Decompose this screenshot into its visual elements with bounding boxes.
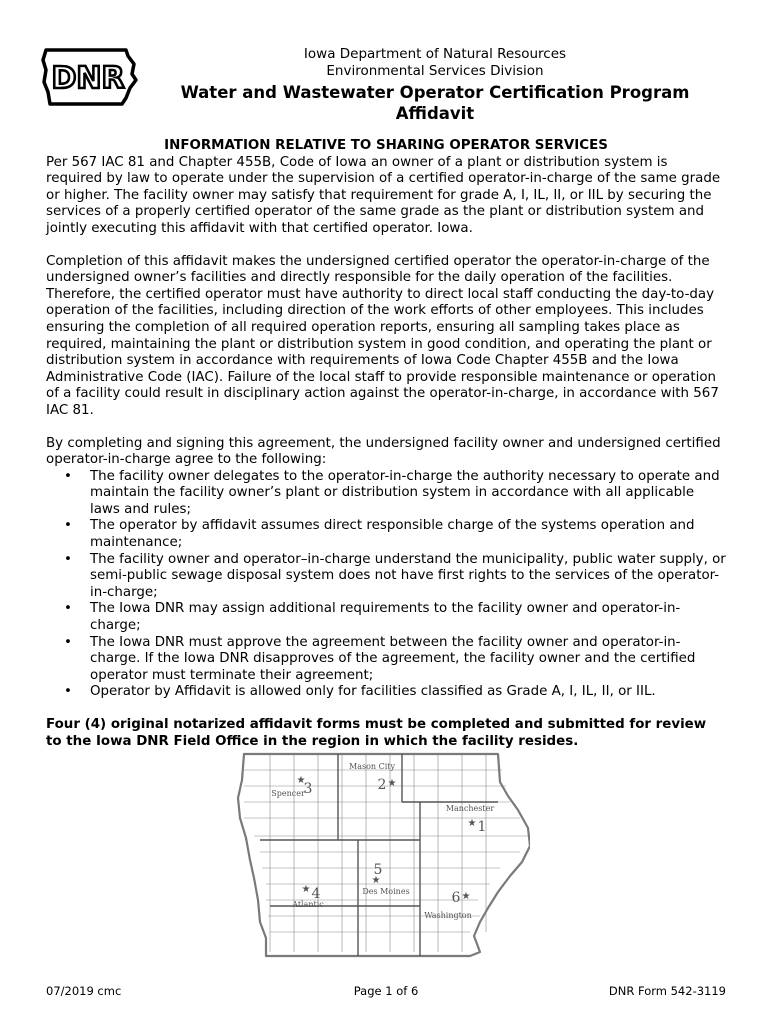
paragraph-agreement-intro: By completing and signing this agreement, the undersigned facility owner and undersigned certified operator-in-charge agree to the following: (46, 435, 721, 468)
revision-date: 07/2019 cmc (46, 984, 122, 998)
bullet-icon: • (64, 684, 72, 700)
paragraph-responsibility: Completion of this affidavit makes the undersigned certified operator the operator-in-charge of the undersigned owner’s facilities and directly responsible for the daily operation of the facilities. Therefore, the certified operator must have authority to direct local staff conducting the day-to-day operation of the facilities, including direction of the work efforts of other employees. This includes ensuring the completion of all required operation reports, ensuring all sampling takes place as required, maintaining the plant or distribution system in good condition, and operating the plant or distribution system in accordance with requirements of Iowa Code Chapter 455B and the Iowa Administrative Code (IAC). Failure of the local staff to provide responsible maintenance or operation of a facility could result in disciplinary action against the operator-in-charge, in accordance with 567 IAC 81. (46, 253, 719, 418)
region-5-star-icon: ★ (371, 875, 381, 886)
paragraph-requirement: Per 567 IAC 81 and Chapter 455B, Code of Iowa an owner of a plant or distribution system is required by law to operate under the supervision of a certified operator-in-charge of the same grade or higher. The facility owner may satisfy that requirement for grade A, I, IL, II, or IIL by securing the services of a properly certified operator of the same grade as the plant or distribution system and jointly executing this affidavit with that certified operator. Iowa. (46, 154, 721, 236)
region-2-star-icon: ★ (387, 778, 397, 789)
region-1-city: Manchester (445, 804, 495, 813)
page-number: Page 1 of 6 (353, 984, 419, 998)
form-number: DNR Form 542-3119 (608, 984, 726, 998)
bullet-icon: • (64, 468, 72, 484)
region-3-number: 3 (303, 781, 313, 797)
region-5-number: 5 (373, 862, 383, 878)
list-item: • The Iowa DNR may assign additional requirements to the facility owner and operator-in-charge; (64, 601, 681, 634)
region-4-star-icon: ★ (301, 884, 311, 895)
agreement-terms-list (46, 469, 726, 701)
region-2-number: 2 (377, 777, 387, 793)
region-3-city: Spencer (271, 789, 305, 798)
region-6-city: Washington (424, 911, 472, 920)
list-item: • The facility owner delegates to the operator-in-charge the authority necessary to operate and maintain the facility owner’s plant or distribution system in accordance with all applicable laws and rules; (64, 468, 720, 517)
region-5-city: Des Moines (362, 887, 410, 896)
region-6-number: 6 (451, 890, 461, 906)
list-item: • The operator by affidavit assumes direct responsible charge of the systems operation and maintenance; (64, 518, 695, 551)
dnr-logo (40, 44, 138, 108)
region-2-city: Mason City (349, 762, 395, 771)
bullet-icon: • (64, 551, 72, 567)
page-footer (46, 984, 726, 1000)
submission-notice: Four (4) original notarized affidavit forms must be completed and submitted for review to the Iowa DNR Field Office in the region in which the facility resides. (46, 717, 707, 749)
program-title: Water and Wastewater Operator Certification Program (180, 83, 690, 102)
form-subtitle: Affidavit (395, 104, 475, 123)
region-4-number: 4 (311, 886, 321, 902)
bullet-icon: • (64, 634, 72, 650)
section-heading: INFORMATION RELATIVE TO SHARING OPERATOR SERVICES (164, 138, 608, 153)
document-header (160, 46, 710, 124)
bullet-icon: • (64, 601, 72, 617)
bullet-icon: • (64, 518, 72, 534)
iowa-field-office-map (230, 752, 530, 960)
region-1-number: 1 (477, 819, 487, 835)
region-1-star-icon: ★ (467, 818, 477, 829)
region-3-star-icon: ★ (296, 775, 306, 786)
division-name: Environmental Services Division (326, 63, 544, 79)
list-item: • The facility owner and operator–in-charge understand the municipality, public water supply, or semi-public sewage disposal system does not have first rights to the services of the operator-in-charge; (64, 551, 726, 600)
logo-text: DNR (51, 61, 125, 96)
document-body (46, 138, 726, 750)
list-item: • Operator by Affidavit is allowed only for facilities classified as Grade A, I, IL, II, or IIL. (64, 684, 656, 700)
list-item: • The Iowa DNR must approve the agreement between the facility owner and operator-in-charge. If the Iowa DNR disapproves of the agreement, the facility owner and the certified operator must terminate their agreement; (64, 634, 696, 683)
region-4-city: Atlantic (292, 900, 324, 909)
department-name: Iowa Department of Natural Resources (303, 46, 567, 62)
region-6-star-icon: ★ (461, 891, 471, 902)
